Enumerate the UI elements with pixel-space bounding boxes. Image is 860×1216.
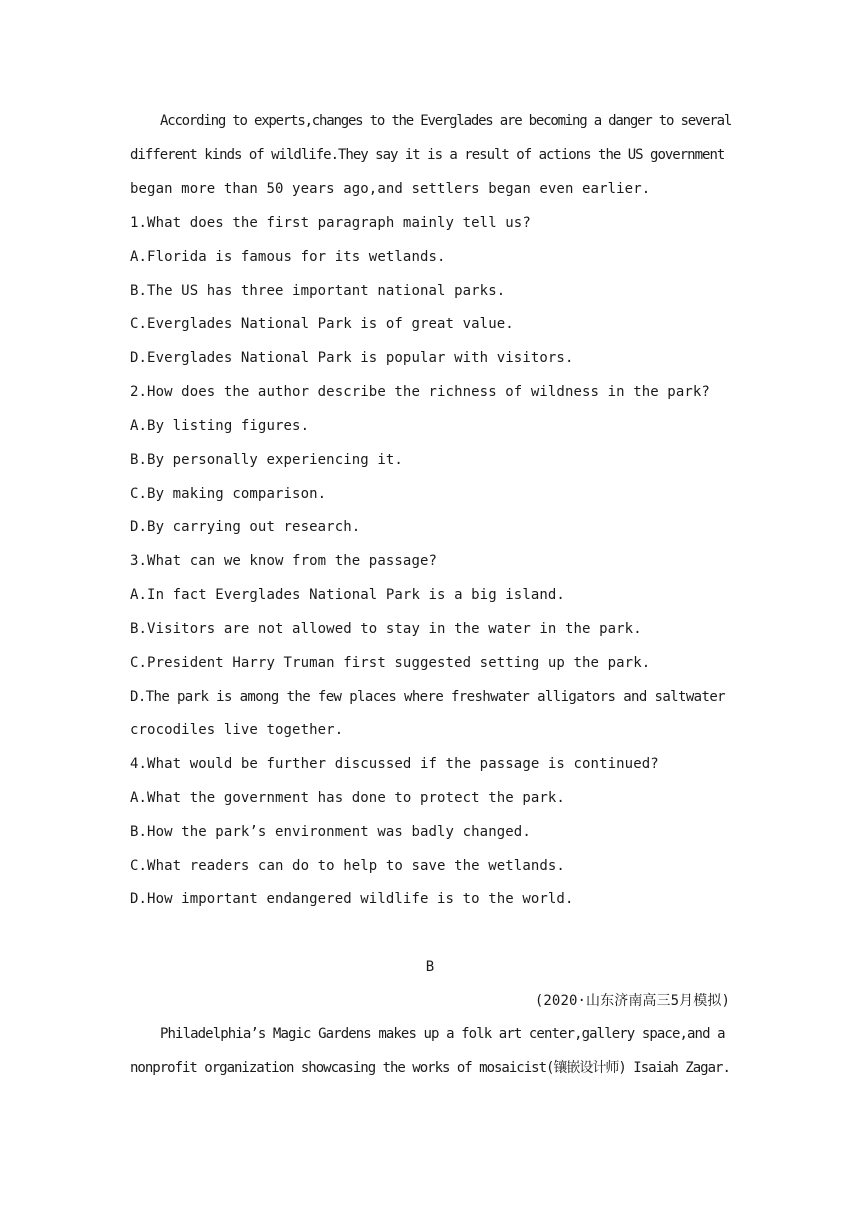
question-option: B.How the park’s environment was badly changed.	[130, 824, 531, 840]
passage-b-line: nonprofit organization showcasing the works of mosaicist(镶嵌设计师) Isaiah Zagar.	[130, 1060, 730, 1076]
question-option: A.In fact Everglades National Park is a big island.	[130, 587, 565, 603]
passage-a-line: According to experts,changes to the Everglades are becoming a danger to several	[160, 113, 732, 129]
question-option: B.Visitors are not allowed to stay in the water in the park.	[130, 621, 642, 637]
passage-b-line: Philadelphia’s Magic Gardens makes up a folk art center,gallery space,and a	[160, 1026, 725, 1042]
question-stem: 3.What can we know from the passage?	[130, 553, 438, 569]
source-note: (2020·山东济南高三5月模拟)	[534, 993, 730, 1009]
question-option: D.Everglades National Park is popular with visitors.	[130, 350, 574, 366]
question-option: C.What readers can do to help to save the wetlands.	[130, 858, 565, 874]
question-option: A.What the government has done to protect the park.	[130, 790, 565, 806]
question-stem: 4.What would be further discussed if the passage is continued?	[130, 756, 659, 772]
question-option: D.The park is among the few places where freshwater alligators and saltwater	[130, 689, 725, 705]
passage-a-line: different kinds of wildlife.They say it is a result of actions the US government	[130, 147, 725, 163]
question-option: A.By listing figures.	[130, 418, 310, 434]
passage-a-line: began more than 50 years ago,and settlers began even earlier.	[130, 181, 651, 197]
question-stem: 2.How does the author describe the richness of wildness in the park?	[130, 384, 710, 400]
question-option: B.The US has three important national parks.	[130, 283, 506, 299]
question-option: C.By making comparison.	[130, 486, 327, 502]
question-option: D.By carrying out research.	[130, 519, 361, 535]
question-stem: 1.What does the first paragraph mainly tell us?	[130, 215, 531, 231]
question-option: B.By personally experiencing it.	[130, 452, 403, 468]
question-option: A.Florida is famous for its wetlands.	[130, 249, 446, 265]
section-label: B	[425, 959, 435, 975]
question-option: C.President Harry Truman first suggested setting up the park.	[130, 655, 651, 671]
question-option: D.How important endangered wildlife is to the world.	[130, 891, 574, 907]
question-option-continuation: crocodiles live together.	[130, 722, 344, 738]
question-option: C.Everglades National Park is of great value.	[130, 316, 514, 332]
